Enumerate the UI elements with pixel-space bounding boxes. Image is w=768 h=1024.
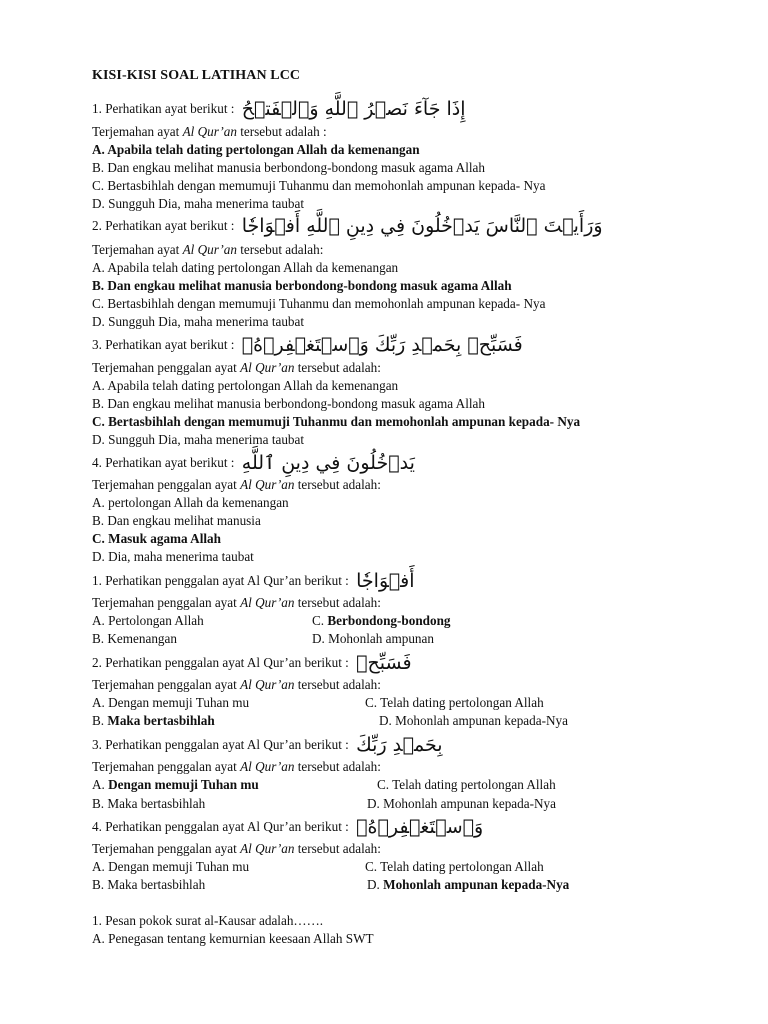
answer-option-correct: C. Masuk agama Allah	[92, 531, 221, 546]
answer-option: D. Mohonlah ampunan	[312, 631, 434, 646]
translation-instruction	[92, 758, 381, 776]
instr-text: tersebut adalah:	[294, 360, 381, 375]
instr-italic: Al Qur’an	[240, 477, 295, 492]
answer-option-correct: A. Apabila telah dating pertolongan Allah da kemenangan	[92, 142, 420, 157]
answer-option: C. Telah dating pertolongan Allah	[365, 695, 544, 710]
answer-option: A. Dengan memuji Tuhan mu	[92, 695, 250, 710]
question-prompt	[92, 736, 443, 754]
answer-option: B. Kemenangan	[92, 631, 177, 646]
prompt-text: 3. Perhatikan ayat berikut :	[92, 337, 235, 352]
question-prompt	[92, 654, 412, 672]
prompt-text: 3. Perhatikan penggalan ayat Al Qur’an berikut :	[92, 737, 349, 752]
answer-option: A. Apabila telah dating pertolongan Allah da kemenangan	[92, 378, 399, 393]
answer-option: A. Pertolongan Allah	[92, 613, 204, 628]
question-prompt	[92, 454, 415, 472]
translation-instruction	[92, 241, 323, 259]
answer-option: B. Maka bertasbihlah	[92, 877, 206, 892]
instr-text: Terjemahan ayat	[92, 124, 183, 139]
arabic-verse: إِذَا جَآءَ نَصۡرُ ٱللَّهِ وَٱلۡفَتۡحُ	[241, 98, 466, 120]
instr-italic: Al Qur’an	[182, 242, 237, 257]
answer-option: A. Apabila telah dating pertolongan Allah da kemenangan	[92, 260, 399, 275]
answer-option: B. Maka bertasbihlah	[92, 796, 206, 811]
answer-option-correct: C. Bertasbihlah dengan memumuji Tuhanmu dan memohonlah ampunan kepada- Nya	[92, 414, 581, 429]
instr-text: Terjemahan penggalan ayat	[92, 595, 241, 610]
instr-text: tersebut adalah:	[236, 242, 324, 257]
answer-option-correct	[367, 876, 569, 894]
answer-option: D. Mohonlah ampunan kepada-Nya	[379, 713, 568, 728]
answer-option: D. Sungguh Dia, maha menerima taubat	[92, 432, 305, 447]
translation-instruction	[92, 123, 327, 141]
instr-text: Terjemahan penggalan ayat	[92, 759, 241, 774]
answer-option: B. Dan engkau melihat manusia berbondong-bondong masuk agama Allah	[92, 396, 485, 411]
arabic-verse: فَسَبِّحۡ بِحَمۡدِ رَبِّكَ وَٱسۡتَغۡفِرۡهُۚ	[241, 334, 523, 356]
prompt-text: 1. Perhatikan ayat berikut :	[92, 101, 235, 116]
instr-text: tersebut adalah:	[294, 677, 381, 692]
instr-italic: Al Qur’an	[240, 360, 295, 375]
instr-text: tersebut adalah:	[294, 477, 381, 492]
instr-italic: Al Qur’an	[240, 759, 295, 774]
answer-option: D. Mohonlah ampunan kepada-Nya	[367, 796, 556, 811]
answer-option: C. Bertasbihlah dengan memumuji Tuhanmu dan memohonlah ampunan kepada- Nya	[92, 296, 546, 311]
answer-option: C. Telah dating pertolongan Allah	[377, 777, 556, 792]
option-letter: A.	[92, 777, 109, 792]
question-prompt: 1. Pesan pokok surat al-Kausar adalah…….	[92, 913, 324, 928]
arabic-word: بِحَمۡدِ رَبِّكَ	[356, 734, 443, 756]
answer-option: D. Sungguh Dia, maha menerima taubat	[92, 196, 305, 211]
question-prompt	[92, 336, 523, 354]
answer-option: B. Dan engkau melihat manusia berbondong-bondong masuk agama Allah	[92, 160, 485, 175]
option-letter: C.	[312, 613, 328, 628]
option-letter: B.	[92, 713, 108, 728]
instr-text: Terjemahan penggalan ayat	[92, 477, 241, 492]
option-text: Maka bertasbihlah	[107, 713, 215, 728]
instr-italic: Al Qur’an	[240, 841, 295, 856]
translation-instruction	[92, 840, 381, 858]
instr-italic: Al Qur’an	[240, 595, 295, 610]
answer-option: D. Dia, maha menerima taubat	[92, 549, 254, 564]
answer-option-correct	[312, 612, 451, 630]
arabic-word: أَفۡوَاجٗا	[356, 570, 415, 592]
option-letter: D.	[367, 877, 384, 892]
instr-text: tersebut adalah:	[294, 759, 381, 774]
arabic-word: وَٱسۡتَغۡفِرۡهُۚ	[356, 816, 484, 838]
arabic-verse: وَرَأَيۡتَ ٱلنَّاسَ يَدۡخُلُونَ فِي دِينِ ٱللَّهِ أَفۡوَاجٗا	[241, 215, 603, 237]
instr-text: tersebut adalah:	[294, 595, 381, 610]
answer-option: C. Bertasbihlah dengan memumuji Tuhanmu dan memohonlah ampunan kepada- Nya	[92, 178, 546, 193]
instr-text: Terjemahan penggalan ayat	[92, 841, 241, 856]
question-prompt	[92, 217, 603, 235]
prompt-text: 1. Perhatikan penggalan ayat Al Qur’an berikut :	[92, 573, 349, 588]
instr-text: Terjemahan penggalan ayat	[92, 360, 241, 375]
instr-text: tersebut adalah:	[294, 841, 381, 856]
option-text: Berbondong-bondong	[327, 613, 451, 628]
question-prompt	[92, 100, 466, 118]
answer-option-correct	[92, 712, 215, 730]
instr-text: Terjemahan ayat	[92, 242, 183, 257]
document-title: KISI-KISI SOAL LATIHAN LCC	[92, 68, 301, 83]
answer-option: A. Dengan memuji Tuhan mu	[92, 859, 250, 874]
answer-option-correct	[92, 776, 259, 794]
prompt-text: 2. Perhatikan ayat berikut :	[92, 218, 235, 233]
arabic-verse: يَدۡخُلُونَ فِي دِينِ ٱللَّهِ	[241, 452, 415, 474]
answer-option: A. Penegasan tentang kemurnian keesaan Allah SWT	[92, 931, 374, 946]
translation-instruction	[92, 476, 381, 494]
answer-option: C. Telah dating pertolongan Allah	[365, 859, 544, 874]
option-text: Dengan memuji Tuhan mu	[108, 777, 259, 792]
instr-text: Terjemahan penggalan ayat	[92, 677, 241, 692]
instr-text: tersebut adalah :	[236, 124, 327, 139]
prompt-text: 4. Perhatikan ayat berikut :	[92, 455, 235, 470]
instr-italic: Al Qur’an	[240, 677, 295, 692]
prompt-text: 4. Perhatikan penggalan ayat Al Qur’an berikut :	[92, 819, 349, 834]
translation-instruction	[92, 359, 381, 377]
answer-option: B. Dan engkau melihat manusia	[92, 513, 261, 528]
translation-instruction	[92, 594, 381, 612]
instr-italic: Al Qur’an	[182, 124, 237, 139]
question-prompt	[92, 818, 483, 836]
arabic-word: فَسَبِّحۡ	[356, 652, 412, 674]
answer-option: D. Sungguh Dia, maha menerima taubat	[92, 314, 305, 329]
answer-option: A. pertolongan Allah da kemenangan	[92, 495, 289, 510]
prompt-text: 2. Perhatikan penggalan ayat Al Qur’an berikut :	[92, 655, 349, 670]
option-text: Mohonlah ampunan kepada-Nya	[383, 877, 570, 892]
question-prompt	[92, 572, 415, 590]
answer-option-correct: B. Dan engkau melihat manusia berbondong-bondong masuk agama Allah	[92, 278, 512, 293]
translation-instruction	[92, 676, 381, 694]
